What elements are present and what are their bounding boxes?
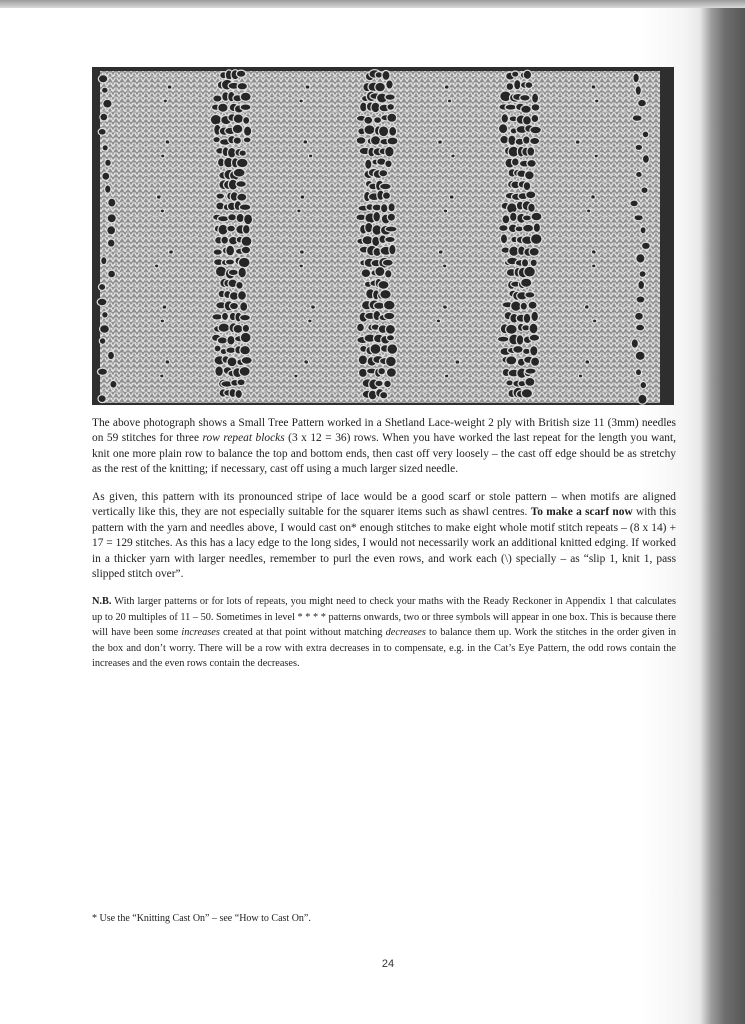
- paragraph-1: The above photograph shows a Small Tree Pattern worked in a Shetland Lace-weight 2 ply with British size 11 (3mm) needles on 59 stitches for three row repeat blocks (3 x 12 = 36) rows. When you have worked the last repeat for the length you want, knit one more plain row to balance the top and bottom ends, then cast off very loosely – the cast off edge should be as stretchy as the rest of the knitting; if necessary, cast off using a much larger sized needle.: [92, 417, 677, 476]
- footnote: * Use the “Knitting Cast On” – see “How to Cast On”.: [92, 913, 311, 924]
- scan-top-edge: [0, 0, 745, 8]
- page-number: 24: [381, 958, 395, 970]
- book-gutter-shadow: [700, 8, 745, 1024]
- paragraph-3-note: N.B. With larger patterns or for lots of repeats, you might need to check your maths with the Ready Reckoner in Appendix 1 that calculates up to 20 multiples of 11 – 50. Sometimes in level * * * * patterns onwards, two or three symbols will appear in one box. This is because there will have been some increases created at that point without matching decreases to balance them up. Work the stitches in the order given in the box and don’t worry. There will be a row with extra decreases in to compensate, e.g. in the Cat’s Eye Pattern, the odd rows contain the increases and the even rows contain the decreases.: [92, 596, 676, 670]
- paragraph-2: As given, this pattern with its pronounced stripe of lace would be a good scarf or stole pattern – when motifs are aligned vertically like this, they are not especially suitable for the squarer items such as shawl centres. To make a scarf now with this pattern with the yarn and needles above, I would cast on* enough stitches to make eight whole motif stitch repeats – (8 x 14) + 17 = 129 stitches. As this has a lacy edge to the long sides, I would not necessarily work an additional knitted edging. If worked in a thicker yarn with larger needles, remember to purl the even rows, and work each (\) specially – as “slip 1, knit 1, pass slipped stitch over”.: [92, 491, 677, 581]
- lace-pattern-photograph: [92, 67, 674, 405]
